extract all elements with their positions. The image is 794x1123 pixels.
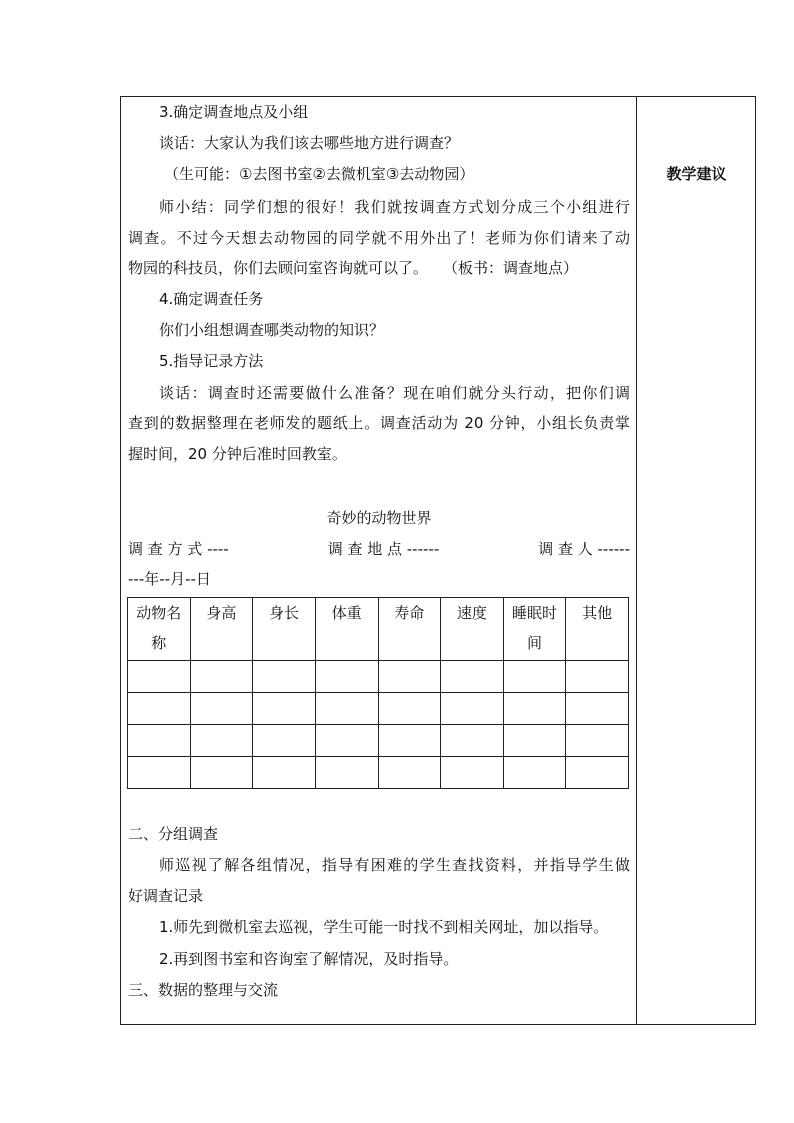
step-4-heading: 4.确定调查任务 bbox=[159, 290, 264, 308]
survey-info-row bbox=[128, 539, 630, 559]
table-cell bbox=[315, 725, 378, 757]
table-cell bbox=[128, 661, 191, 693]
guide-step-2: 2.再到图书室和咨询室了解情况，及时指导。 bbox=[159, 950, 459, 968]
table-cell bbox=[315, 661, 378, 693]
table-cell bbox=[441, 693, 504, 725]
table-row bbox=[128, 725, 629, 757]
header-cell-text: 睡眠时 bbox=[512, 604, 558, 622]
table-cell bbox=[503, 661, 566, 693]
header-cell-text: 间 bbox=[527, 634, 543, 652]
summary-line-2: 调查。不过今天想去动物园的同学就不用外出了！老师为你们请来了动 bbox=[128, 229, 630, 247]
table-header-cell bbox=[441, 598, 504, 661]
header-cell-text: 身长 bbox=[269, 604, 300, 622]
table-cell bbox=[128, 725, 191, 757]
step-5-heading: 5.指导记录方法 bbox=[159, 352, 264, 370]
table-cell bbox=[566, 757, 629, 789]
patrol-line-1: 师巡视了解各组情况，指导有困难的学生查找资料，并指导学生做 bbox=[159, 856, 630, 874]
table-header-cell bbox=[128, 598, 191, 661]
table-cell bbox=[566, 725, 629, 757]
table-cell bbox=[503, 693, 566, 725]
header-cell-text: 其他 bbox=[582, 604, 613, 622]
table-cell bbox=[566, 661, 629, 693]
table-cell bbox=[566, 693, 629, 725]
table-cell bbox=[253, 661, 316, 693]
table-cell bbox=[315, 757, 378, 789]
table-cell bbox=[190, 693, 253, 725]
header-cell-text: 体重 bbox=[331, 604, 362, 622]
table-header-cell bbox=[503, 598, 566, 661]
table-row bbox=[128, 693, 629, 725]
table-cell bbox=[253, 757, 316, 789]
table-row bbox=[128, 757, 629, 789]
table-header-cell bbox=[378, 598, 441, 661]
table-header-cell bbox=[190, 598, 253, 661]
survey-method-label: 调 查 方 式 ---- bbox=[128, 540, 229, 558]
header-cell-text: 速度 bbox=[456, 604, 487, 622]
section-3-heading: 三、数据的整理与交流 bbox=[128, 981, 279, 999]
table-cell bbox=[441, 757, 504, 789]
table-cell bbox=[128, 757, 191, 789]
survey-date-line: ---年--月--日 bbox=[128, 570, 211, 588]
survey-place-label: 调 查 地 点 ------ bbox=[327, 540, 440, 558]
table-cell bbox=[190, 725, 253, 757]
table-cell bbox=[378, 757, 441, 789]
table-cell bbox=[253, 725, 316, 757]
table-cell bbox=[128, 693, 191, 725]
method-line-1: 谈话：调查时还需要做什么准备？现在咱们就分头行动，把你们调 bbox=[159, 384, 630, 402]
table-header-row bbox=[128, 598, 629, 661]
table-cell bbox=[190, 661, 253, 693]
survey-person-label: 调 查 人 ------ bbox=[538, 540, 630, 558]
patrol-line-2: 好调查记录 bbox=[128, 887, 204, 905]
table-cell bbox=[378, 661, 441, 693]
table-header-cell bbox=[315, 598, 378, 661]
table-cell bbox=[503, 757, 566, 789]
survey-table bbox=[127, 597, 629, 789]
table-header-cell bbox=[253, 598, 316, 661]
table-cell bbox=[253, 693, 316, 725]
column-divider bbox=[636, 96, 637, 1025]
step-3-heading: 3.确定调查地点及小组 bbox=[159, 103, 309, 121]
student-answer-line: （生可能：①去图书室②去微机室③去动物园） bbox=[164, 165, 475, 183]
table-cell bbox=[441, 661, 504, 693]
table-cell bbox=[503, 725, 566, 757]
method-line-2: 查到的数据整理在老师发的题纸上。调查活动为 20 分钟，小组长负责掌 bbox=[128, 414, 630, 432]
task-question: 你们小组想调查哪类动物的知识？ bbox=[159, 321, 385, 339]
table-header-cell bbox=[566, 598, 629, 661]
table-row bbox=[128, 661, 629, 693]
survey-sheet-title: 奇妙的动物世界 bbox=[326, 509, 432, 527]
table-cell bbox=[441, 725, 504, 757]
header-cell-text: 寿命 bbox=[394, 604, 425, 622]
header-cell-text: 称 bbox=[151, 634, 167, 652]
talk-line: 谈话：大家认为我们该去哪些地方进行调查？ bbox=[159, 134, 460, 152]
guide-step-1: 1.师先到微机室去巡视，学生可能一时找不到相关网址，加以指导。 bbox=[159, 918, 609, 936]
summary-line-1: 师小结：同学们想的很好！我们就按调查方式划分成三个小组进行 bbox=[159, 198, 630, 216]
table-cell bbox=[315, 693, 378, 725]
side-column-title: 教学建议 bbox=[666, 165, 727, 183]
header-cell-text: 身高 bbox=[206, 604, 237, 622]
summary-line-3: 物园的科技员，你们去顾问室咨询就可以了。 （板书：调查地点） bbox=[128, 259, 579, 277]
table-cell bbox=[378, 725, 441, 757]
table-cell bbox=[190, 757, 253, 789]
section-2-heading: 二、分组调查 bbox=[128, 825, 219, 843]
header-cell-text: 动物名 bbox=[136, 604, 182, 622]
table-cell bbox=[378, 693, 441, 725]
method-line-3: 握时间，20 分钟后准时回教室。 bbox=[128, 445, 347, 463]
